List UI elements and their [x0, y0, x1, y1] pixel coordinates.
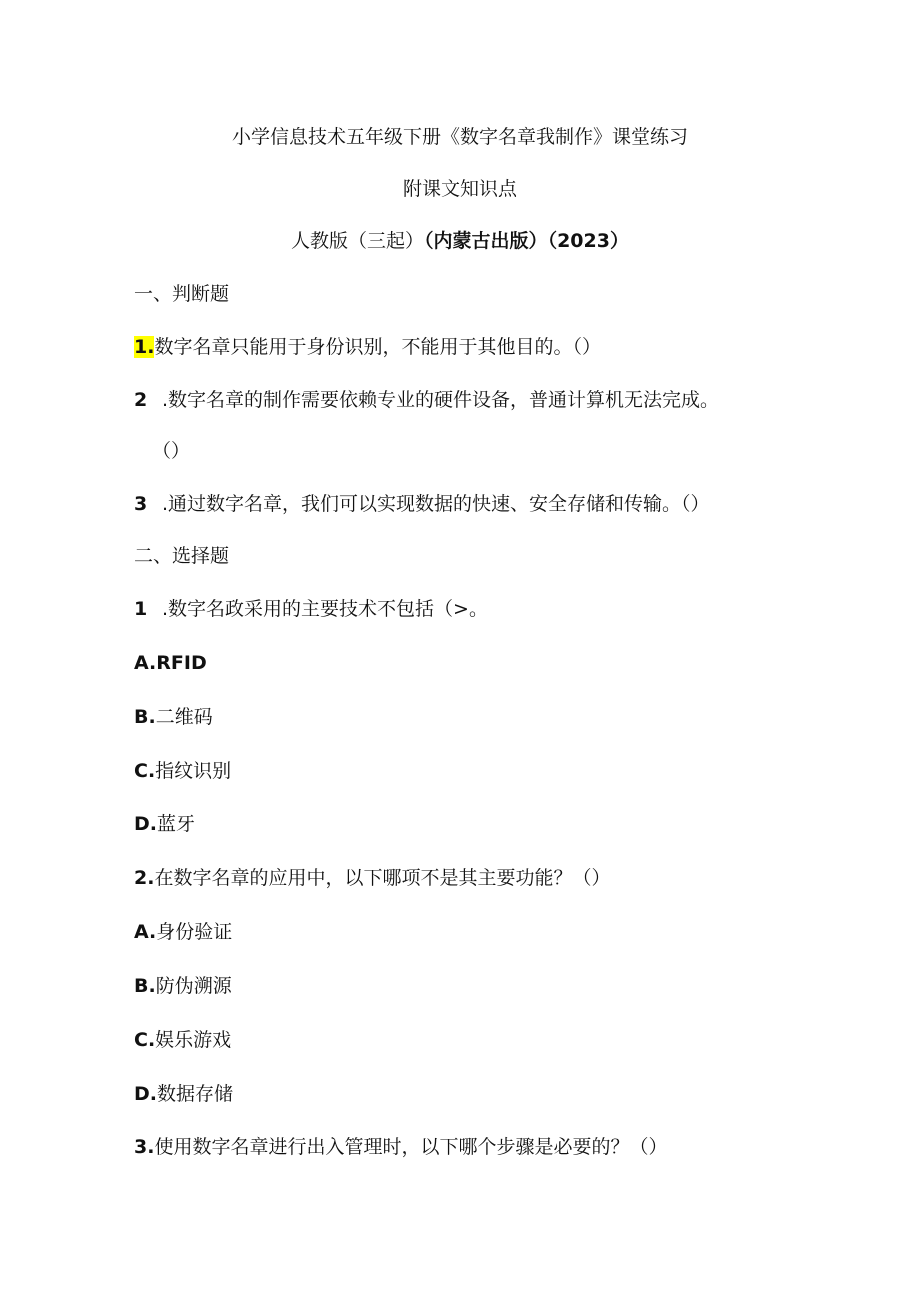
choice-option-c: [134, 1027, 231, 1053]
section-heading-judgement: 一、判断题: [134, 283, 230, 305]
question-text: .通过数字名章，我们可以实现数据的快速、安全存储和传输。（）: [162, 493, 710, 515]
choice-option-b: [134, 704, 213, 730]
option-text: 娱乐游戏: [155, 1029, 232, 1051]
choice-question-2: [134, 865, 610, 891]
judgement-question-1: [134, 334, 601, 360]
option-text: 蓝牙: [157, 813, 196, 835]
choice-option-d: [134, 811, 195, 837]
option-text: 数据存储: [157, 1083, 234, 1105]
document-edition: [0, 228, 920, 254]
option-text: 身份验证: [156, 921, 233, 943]
choice-option-a: [134, 919, 232, 945]
choice-option-c: [134, 758, 231, 784]
question-number: 2.: [134, 867, 155, 889]
question-text: 在数字名章的应用中，以下哪项不是其主要功能？（）: [154, 867, 611, 889]
question-number: 1: [134, 598, 148, 620]
option-letter: A.: [134, 652, 157, 674]
question-text: .数字名政采用的主要技术不包括（>。: [162, 598, 488, 620]
choice-question-3: [134, 1134, 667, 1160]
section-heading-choice: 二、选择题: [134, 545, 230, 567]
document-subtitle: 附课文知识点: [402, 178, 517, 200]
document-title: 小学信息技术五年级下册《数字名章我制作》课堂练习: [231, 126, 688, 148]
option-letter: C.: [134, 1029, 156, 1051]
option-text: 指纹识别: [155, 760, 232, 782]
question-number: 1.: [134, 336, 155, 358]
question-number: 2: [134, 389, 148, 411]
option-letter: C.: [134, 760, 156, 782]
judgement-question-2-continued: （）: [152, 440, 191, 462]
edition-publisher: （内蒙古出版）: [424, 230, 548, 252]
option-letter: B.: [134, 706, 156, 728]
option-text: RFID: [156, 652, 207, 674]
question-number: 3.: [134, 1136, 155, 1158]
edition-prefix: 人教版（三起）: [291, 230, 425, 252]
choice-option-b: [134, 973, 232, 999]
question-text: .数字名章的制作需要依赖专业的硬件设备，普通计算机无法完成。: [162, 389, 720, 411]
question-text: 数字名章只能用于身份识别，不能用于其他目的。（）: [154, 336, 601, 358]
choice-option-a: [134, 650, 207, 676]
option-text: 二维码: [155, 706, 213, 728]
option-letter: D.: [134, 1083, 157, 1105]
choice-question-1: [134, 596, 488, 622]
judgement-question-2: [134, 387, 719, 413]
question-text: 使用数字名章进行出入管理时，以下哪个步骤是必要的？（）: [154, 1136, 668, 1158]
choice-option-d: [134, 1081, 233, 1107]
question-number: 3: [134, 493, 148, 515]
option-letter: A.: [134, 921, 157, 943]
edition-year: （2023）: [547, 230, 629, 252]
option-letter: B.: [134, 975, 156, 997]
judgement-question-3: [134, 491, 710, 517]
option-text: 防伪溯源: [155, 975, 232, 997]
option-letter: D.: [134, 813, 157, 835]
